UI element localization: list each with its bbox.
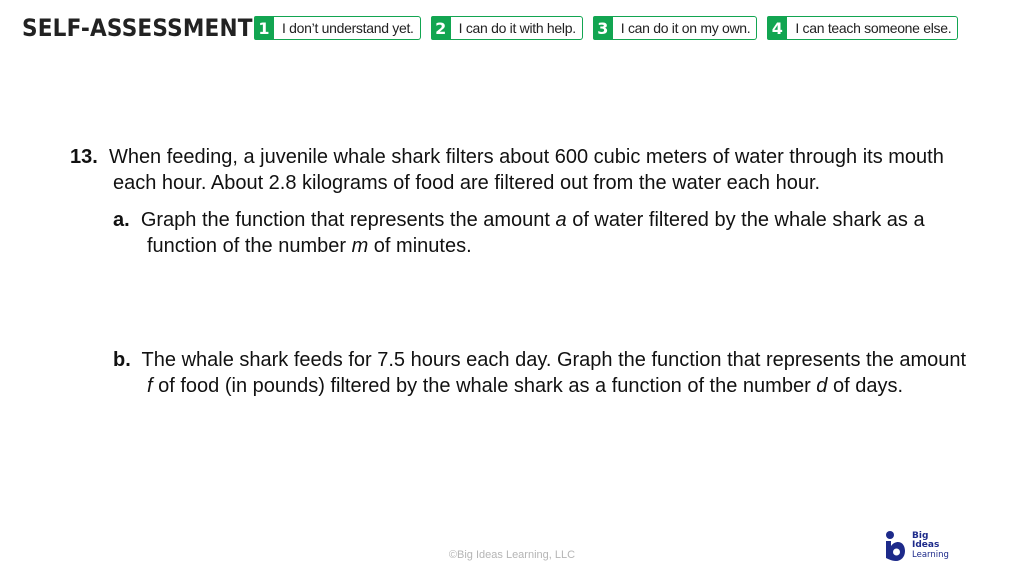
- part-b-label: b.: [113, 349, 131, 371]
- part-a-label: a.: [113, 209, 130, 231]
- part-a: [113, 208, 970, 259]
- big-ideas-logo-icon: [884, 530, 906, 562]
- part-a-text-2: of water filtered by the whale shark as a function of the number: [147, 209, 925, 257]
- part-a-text-3: of minutes.: [368, 234, 472, 257]
- logo-wordmark: [912, 532, 949, 561]
- logo-word-big: Big: [912, 530, 929, 541]
- variable-m: m: [351, 234, 369, 257]
- logo-word-ideas: Ideas: [912, 540, 940, 551]
- self-assessment-level-2: [431, 16, 583, 40]
- self-assessment-title: SELF-ASSESSMENT: [22, 14, 253, 42]
- problem-statement: [70, 145, 970, 196]
- part-a-text-1: Graph the function that represents the amount: [140, 209, 556, 231]
- level-label: I can do it with help.: [451, 16, 583, 40]
- level-number: 4: [767, 16, 787, 40]
- part-b-text-2: of food (in pounds) filtered by the whale shark as a function of the number: [152, 374, 817, 397]
- self-assessment-header: [22, 14, 968, 42]
- problem-13: [70, 145, 970, 399]
- part-b-text-3: of days.: [827, 374, 904, 397]
- part-b: [113, 348, 970, 399]
- level-label: I can do it on my own.: [613, 16, 758, 40]
- level-number: 3: [593, 16, 613, 40]
- big-ideas-logo: [884, 530, 949, 562]
- variable-d: d: [816, 374, 828, 397]
- level-number: 1: [254, 16, 274, 40]
- logo-word-learning: Learning: [912, 549, 949, 560]
- variable-a: a: [555, 209, 567, 231]
- level-number: 2: [431, 16, 451, 40]
- part-b-text-1: The whale shark feeds for 7.5 hours each day. Graph the function that represents the amount: [141, 349, 967, 371]
- variable-f: f: [147, 374, 153, 397]
- copyright-footer: ©Big Ideas Learning, LLC: [448, 549, 576, 561]
- problem-text: When feeding, a juvenile whale shark filters about 600 cubic meters of water through its mouth each hour. About 2.8 kilograms of food are filtered out from the water each hour.: [108, 146, 944, 194]
- self-assessment-level-4: [767, 16, 958, 40]
- problem-number: 13.: [70, 146, 98, 168]
- self-assessment-level-1: [254, 16, 421, 40]
- level-label: I don’t understand yet.: [274, 16, 421, 40]
- self-assessment-level-3: [593, 16, 758, 40]
- level-label: I can teach someone else.: [787, 16, 958, 40]
